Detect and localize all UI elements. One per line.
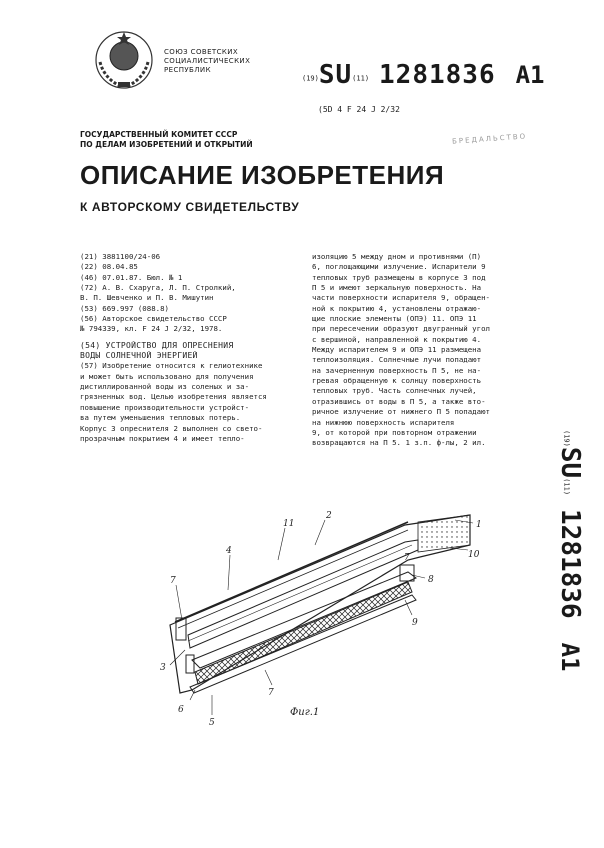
abstract-line: отразившись от воды в П 5, а также вто- [312,396,486,406]
label-10: 10 [468,550,480,560]
biblio-line: (53) 669.997 (088.8) [80,303,169,313]
label-6: 6 [178,705,184,715]
label-5: 5 [209,718,215,728]
abstract-line: Корпус 3 опреснителя 2 выполнен со свето- [80,423,263,433]
biblio-line: (21) 3881100/24-06 [80,252,161,261]
abstract-line: Между испарителем 9 и ОПЭ 11 размещена [312,345,482,355]
abstract-line: повышение производительности устройст- [80,402,250,412]
abstract-line: тепловых труб размещены в корпусе 3 под [312,272,486,282]
abstract-line: дистиллированной воды из соленых и за- [80,382,250,392]
label-7b: 7 [404,553,410,563]
abstract-line: на зачерненную поверхность П 5, не на- [312,365,482,375]
biblio-line: (46) 07.01.87. Бюл. № 1 [80,272,183,282]
label-8: 8 [428,575,434,585]
right-column [312,252,540,449]
label-11: 11 [283,519,295,529]
abstract-line: и может быть использовано для получения [80,371,254,381]
abstract-line: щие плоские элементы (ОПЭ) 11. ОПЭ 11 [312,314,477,324]
country-name: СОЮЗ СОВЕТСКИХ СОЦИАЛИСТИЧЕСКИХ РЕСПУБЛИК [164,48,251,74]
abstract-line: при пересечении образуют двугранный угол [312,324,490,334]
label-1: 1 [476,520,482,530]
label-3: 3 [160,663,166,673]
abstract-line: тепловых труб. Часть солнечных лучей, [312,386,477,396]
abstract-line: ной к покрытию 4, установлены отражаю- [312,303,482,313]
invention-title-line: (54) УСТРОЙСТВО ДЛЯ ОПРЕСНЕНИЯ [80,340,234,350]
abstract-line: 6, поглощающими излучение. Испарители 9 [312,262,486,272]
abstract-line: грязненных вод. Целью изобретения является [80,392,267,402]
abstract-line: части поверхности испарителя 9, обращен- [312,293,490,303]
abstract-line: (57) Изобретение относится к гелиотехнике [80,361,263,371]
label-7c: 7 [268,688,274,698]
biblio-line: В. П. Шевченко и П. В. Мишутин [80,293,214,303]
patent-number-header: (19)SU(11) 1281836 A1 [302,60,545,90]
library-stamp: БРЕДАЛЬСТВО [451,132,528,146]
abstract-line: ричное излучение от нижнего П 5 попадают [312,407,490,417]
abstract-line: изоляцию 5 между дном и противнями (П) [312,252,482,261]
label-9: 9 [412,618,418,628]
document-subtitle: К АВТОРСКОМУ СВИДЕТЕЛЬСТВУ [80,200,300,214]
abstract-line: 9, от которой при повторном отражении [312,427,477,437]
abstract-line: П 5 и имеют зеркальную поверхность. На [312,283,482,293]
abstract-line: на нижнюю поверхность испарителя [312,417,455,427]
figure-1-drawing [150,500,510,730]
abstract-line: прозрачным покрытием 4 и имеет тепло- [80,433,245,443]
abstract-line: теплоизоляция. Солнечные лучи попадают [312,355,482,365]
vertical-patent-number: (19)SU(11)1281836A1 [555,430,585,672]
invention-title-line: ВОДЫ СОЛНЕЧНОЙ ЭНЕРГИЕЙ [80,351,198,361]
abstract-line: гревая обращенную к солнцу поверхность [312,376,482,386]
ipc-classification: (5D 4 F 24 J 2/32 [318,105,400,114]
biblio-line: (56) Авторское свидетельство СССР [80,314,227,324]
label-4: 4 [226,546,232,556]
label-2: 2 [326,511,332,521]
abstract-line: ва путем уменьшения тепловых потерь. [80,413,241,423]
biblio-line: (22) 08.04.85 [80,262,138,272]
ussr-emblem [92,28,156,92]
biblio-line: (72) А. В. Схаруга, Л. П. Стролкий, [80,283,236,293]
abstract-line: с вершиной, направленной к покрытию 4. [312,334,482,344]
committee-name: ГОСУДАРСТВЕННЫЙ КОМИТЕТ СССР ПО ДЕЛАМ ИЗОБРЕТЕНИЙ И ОТКРЫТИЙ [80,130,253,149]
left-column [80,252,298,444]
label-7a: 7 [170,576,176,586]
figure-caption: Фиг.1 [290,707,320,718]
biblio-line: № 794339, кл. F 24 J 2/32, 1978. [80,324,223,334]
document-title: ОПИСАНИЕ ИЗОБРЕТЕНИЯ [80,160,445,190]
abstract-line: возвращаются на П 5. 1 з.п. ф-лы, 2 ил. [312,438,486,448]
